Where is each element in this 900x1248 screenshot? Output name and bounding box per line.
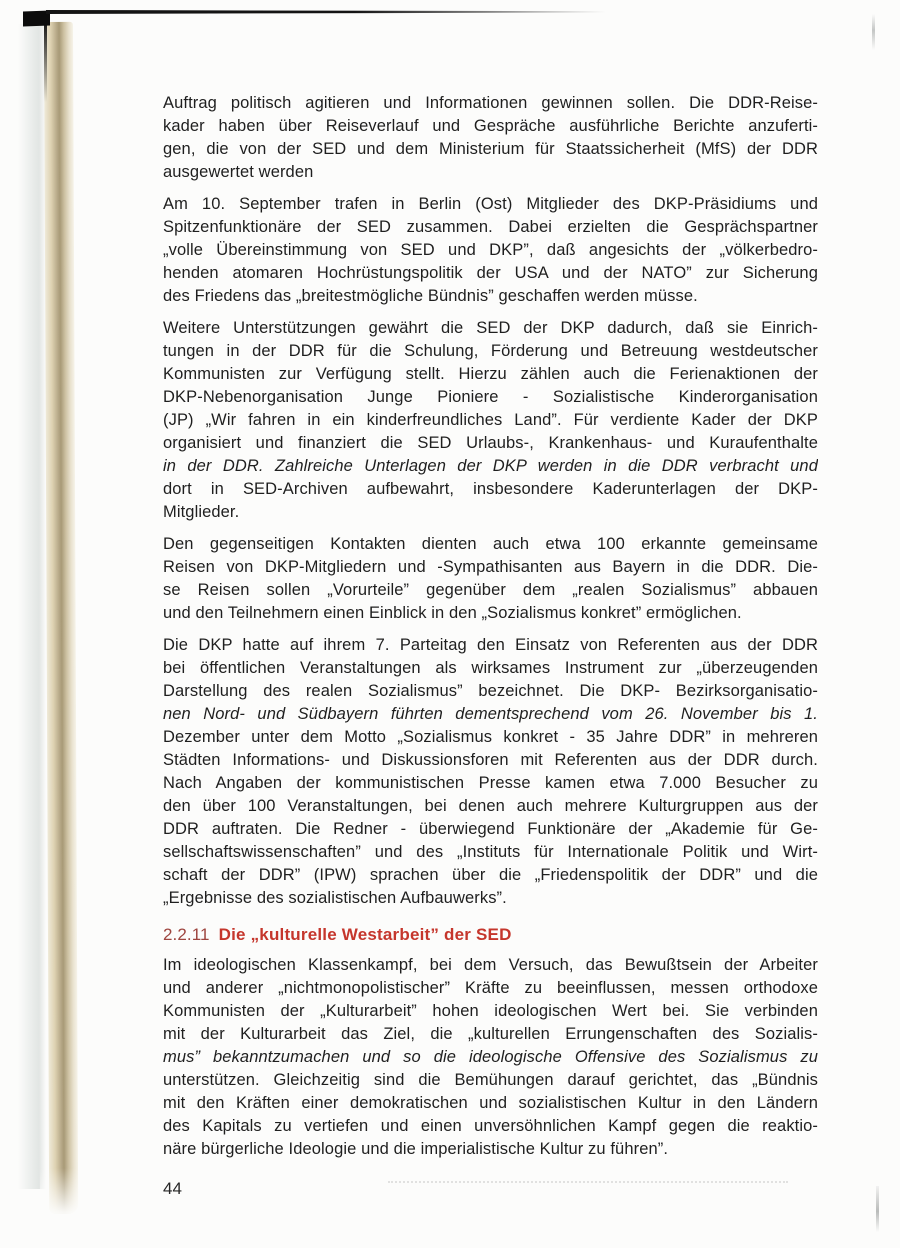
- text-line: Dezember unter dem Motto „Sozialismus konkret - 35 Jahre DDR” in mehreren: [163, 728, 818, 746]
- text-line: Weitere Unterstützungen gewährt die SED der DKP dadurch, daß sie Einrich-: [163, 319, 818, 337]
- text-line: unterstützen. Gleichzeitig sind die Bemühungen darauf gerichtet, das „Bündnis: [163, 1071, 818, 1089]
- scan-mark-bottom-right: [876, 1186, 879, 1232]
- text-line: Darstellung des realen Sozialismus” bezeichnet. Die DKP- Bezirksorganisatio-: [163, 682, 818, 700]
- text-line: Im ideologischen Klassenkampf, bei dem Versuch, das Bewußtsein der Arbeiter: [163, 956, 818, 974]
- text-line: und den Teilnehmern einen Einblick in den „Sozialismus konkret” ermöglichen.: [163, 604, 742, 622]
- text-line: Am 10. September trafen in Berlin (Ost) Mitglieder des DKP-Präsidiums und: [163, 195, 818, 213]
- text-line: des Friedens das „breitestmögliche Bündnis” geschaffen werden müsse.: [163, 287, 698, 305]
- text-line: se Reisen sollen „Vorurteile” gegenüber dem „realen Sozialismus” abbauen: [163, 581, 818, 599]
- text-line: Spitzenfunktionäre der SED zusammen. Dabei erzielten die Gesprächspartner: [163, 218, 818, 236]
- text-line: „volle Übereinstimmung von SED und DKP”, daß angesichts der „völkerbedro-: [163, 241, 818, 259]
- text-line: Nach Angaben der kommunistischen Presse kamen etwa 7.000 Besucher zu: [163, 774, 818, 792]
- text-line: „Ergebnisse des sozialistischen Aufbauwerks”.: [163, 889, 507, 907]
- heading-title: Die „kulturelle Westarbeit” der SED: [218, 925, 512, 944]
- paragraph: [163, 634, 818, 910]
- text-line: mit der Kulturarbeit das Ziel, die „kulturellen Errungenschaften des Sozialis-: [163, 1025, 818, 1043]
- text-line: DDR auftraten. Die Redner - überwiegend Funktionäre der „Akademie für Ge-: [163, 820, 818, 838]
- text-line: gen, die von der SED und dem Ministerium für Staatssicherheit (MfS) der DDR: [163, 140, 818, 158]
- text-line: mit den Kräften einer demokratischen und sozialistischen Kultur in den Ländern: [163, 1094, 818, 1112]
- book-pages-edge-fade: [40, 1168, 80, 1220]
- text-line: und anderer „nichtmonopolistischer” Kräfte zu beeinflussen, messen orthodoxe: [163, 979, 818, 997]
- paragraph: [163, 92, 818, 184]
- paragraph: [163, 193, 818, 308]
- text-line: schaft der DDR” (IPW) sprachen über die „Friedenspolitik der DDR” und die: [163, 866, 818, 884]
- page-bottom-edge-line: [388, 1181, 788, 1183]
- text-line: dort in SED-Archiven aufbewahrt, insbesondere Kaderunterlagen der DKP-: [163, 480, 818, 498]
- text-line: nen Nord- und Südbayern führten dementsprechend vom 26. November bis 1.: [163, 705, 818, 723]
- text-line: Den gegenseitigen Kontakten dienten auch etwa 100 erkannte gemeinsame: [163, 535, 818, 553]
- text-line: (JP) „Wir fahren in ein kinderfreundliches Land”. Für verdiente Kader der DKP: [163, 411, 818, 429]
- text-line: in der DDR. Zahlreiche Unterlagen der DKP werden in die DDR verbracht und: [163, 457, 818, 475]
- text-line: organisiert und finanziert die SED Urlaubs-, Krankenhaus- und Kuraufenthalte: [163, 434, 818, 452]
- binding-shadow-line: [44, 24, 47, 102]
- paragraph: [163, 954, 818, 1161]
- text-line: näre bürgerliche Ideologie und die imperialistische Kultur zu führen”.: [163, 1140, 669, 1158]
- scan-scratch-top-right: [872, 14, 875, 50]
- text-line: DKP-Nebenorganisation Junge Pioniere - Sozialistische Kinderorganisation: [163, 388, 818, 406]
- page-top-edge-line: [46, 10, 606, 14]
- text-line: Reisen von DKP-Mitgliedern und -Sympathisanten aus Bayern in die DDR. Die-: [163, 558, 818, 576]
- text-line: Kommunisten zur Verfügung stellt. Hierzu zählen auch die Ferienaktionen der: [163, 365, 818, 383]
- text-line: ausgewertet werden: [163, 163, 314, 181]
- text-line: henden atomaren Hochrüstungspolitik der USA und der NATO” zur Sicherung: [163, 264, 818, 282]
- page-number: 44: [163, 1179, 182, 1198]
- paragraph: [163, 317, 818, 524]
- text-line: Auftrag politisch agitieren und Informationen gewinnen sollen. Die DDR-Reise-: [163, 94, 818, 112]
- text-line: Kommunisten der „Kulturarbeit” hohen ideologischen Wert bei. Sie verbinden: [163, 1002, 818, 1020]
- scanner-edge-shading: [18, 24, 46, 1189]
- page-text: [163, 92, 818, 1161]
- text-line: den über 100 Veranstaltungen, bei denen auch mehrere Kulturgruppen aus der: [163, 797, 818, 815]
- paragraph: [163, 533, 818, 625]
- text-line: Mitglieder.: [163, 503, 240, 521]
- section-heading: [163, 923, 818, 946]
- text-line: Städten Informations- und Diskussionsforen mit Referenten aus der DDR durch.: [163, 751, 818, 769]
- text-line: kader haben über Reiseverlauf und Gespräche ausführliche Berichte anzuferti-: [163, 117, 818, 135]
- text-line: Die DKP hatte auf ihrem 7. Parteitag den Einsatz von Referenten aus der DDR: [163, 636, 818, 654]
- text-line: sellschaftswissenschaften” und des „Instituts für Internationale Politik und Wirt-: [163, 843, 818, 861]
- text-line: mus” bekanntzumachen und so die ideologische Offensive des Sozialismus zu: [163, 1048, 818, 1066]
- text-line: tungen in der DDR für die Schulung, Förderung und Betreuung westdeutscher: [163, 342, 818, 360]
- book-pages-edge: [44, 22, 78, 1214]
- heading-number: 2.2.11: [163, 925, 210, 944]
- text-line: bei öffentlichen Veranstaltungen als wirksames Instrument zur „überzeugenden: [163, 659, 818, 677]
- text-line: des Kapitals zu vertiefen und einen unversöhnlichen Kampf gegen die reaktio-: [163, 1117, 818, 1135]
- scan-corner-mark: [23, 11, 50, 27]
